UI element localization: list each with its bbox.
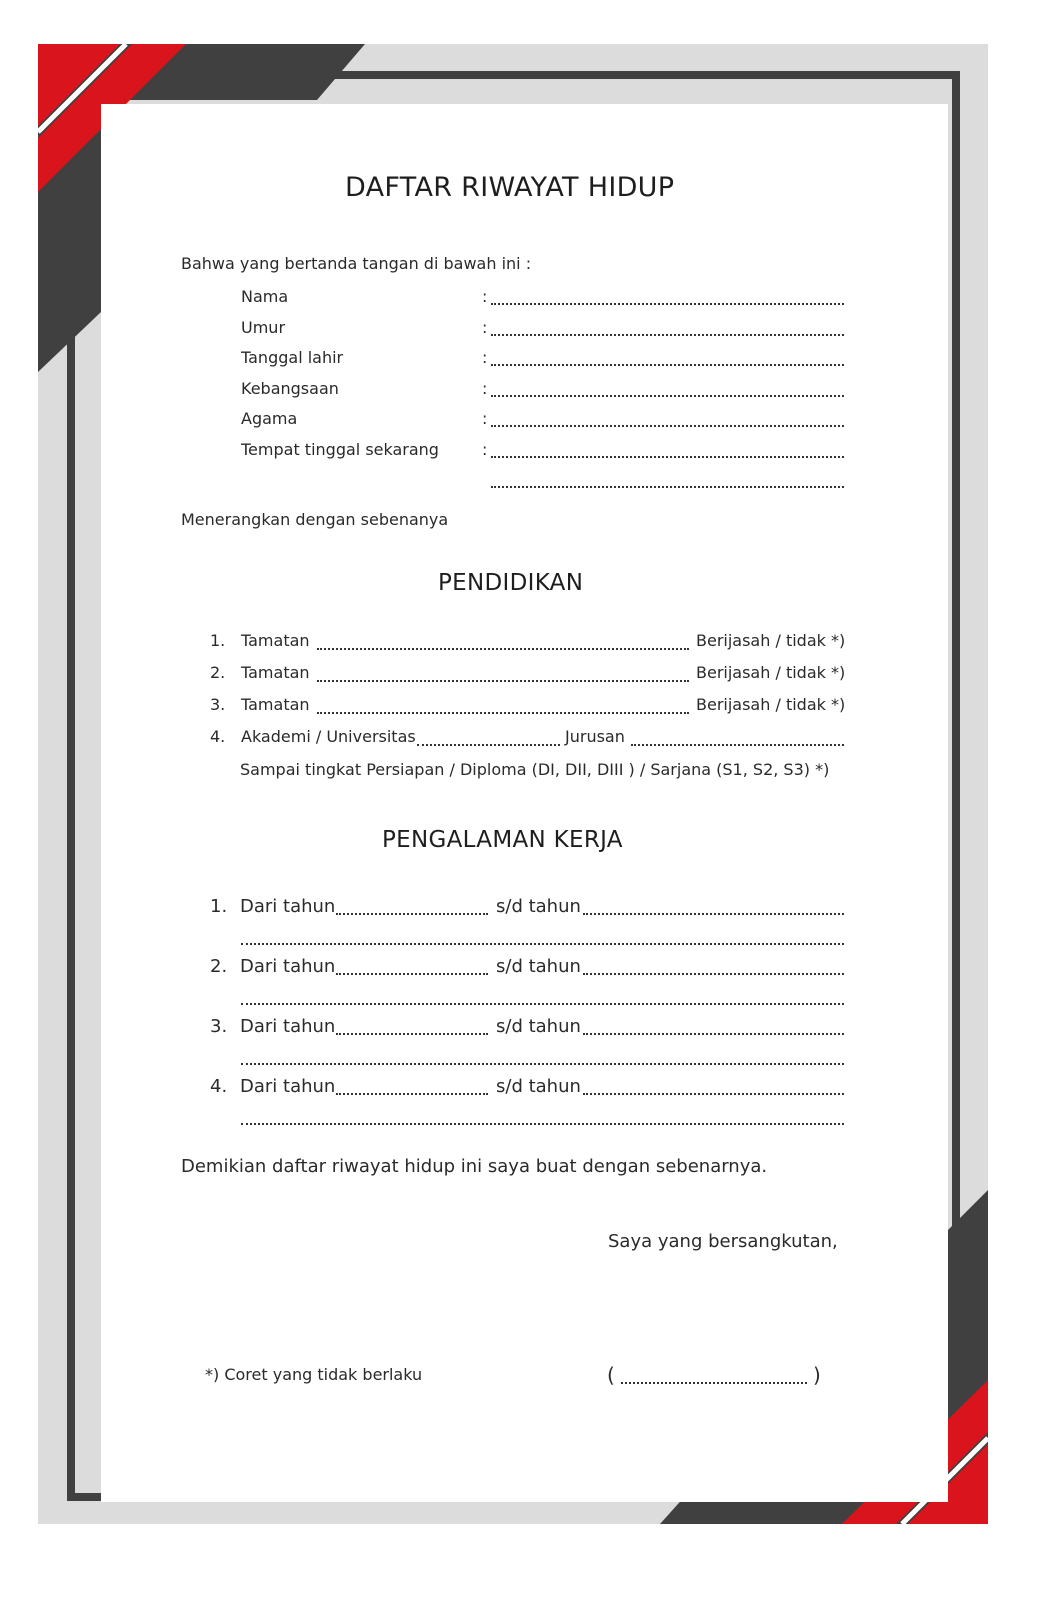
- work-from-label: Dari tahun: [240, 956, 336, 977]
- university-label: Akademi / Universitas: [241, 727, 416, 746]
- field-label-nama: Nama: [241, 287, 289, 306]
- field-label-kebangsaan: Kebangsaan: [241, 379, 339, 398]
- work-item-num: 3.: [210, 1016, 228, 1037]
- work-from-label: Dari tahun: [240, 896, 336, 917]
- education-item-num: 4.: [210, 727, 226, 746]
- education-item-label: Tamatan: [241, 663, 310, 682]
- education-item-line[interactable]: [317, 648, 689, 650]
- education-item-num: 2.: [210, 663, 226, 682]
- education-item-num: 3.: [210, 695, 226, 714]
- work-to-line[interactable]: [583, 913, 844, 915]
- work-to-label: s/d tahun: [496, 956, 581, 977]
- field-line-tanggal-lahir[interactable]: [491, 364, 844, 366]
- field-label-tanggal-lahir: Tanggal lahir: [241, 348, 344, 367]
- education-item-num: 1.: [210, 631, 226, 650]
- work-from-line[interactable]: [336, 1093, 488, 1095]
- work-item-num: 1.: [210, 896, 228, 917]
- signature-name-line[interactable]: [621, 1382, 807, 1384]
- work-detail-line[interactable]: [241, 1063, 844, 1065]
- signature-open-paren: (: [607, 1363, 615, 1387]
- education-item-suffix: Berijasah / tidak *): [696, 695, 846, 714]
- field-line-tempat-tinggal-2[interactable]: [491, 486, 844, 488]
- signature-close-paren: ): [813, 1363, 821, 1387]
- field-colon: :: [482, 287, 488, 306]
- intro-text: Bahwa yang bertanda tangan di bawah ini :: [181, 254, 532, 273]
- education-item-suffix: Berijasah / tidak *): [696, 631, 846, 650]
- work-to-line[interactable]: [583, 1033, 844, 1035]
- statement-text: Menerangkan dengan sebenanya: [181, 510, 449, 529]
- field-colon: :: [482, 318, 488, 337]
- field-line-nama[interactable]: [491, 303, 844, 305]
- work-from-line[interactable]: [336, 973, 488, 975]
- field-line-tempat-tinggal[interactable]: [491, 456, 844, 458]
- field-line-umur[interactable]: [491, 334, 844, 336]
- work-heading: PENGALAMAN KERJA: [382, 827, 623, 853]
- field-label-agama: Agama: [241, 409, 298, 428]
- major-line[interactable]: [631, 744, 844, 746]
- field-colon: :: [482, 409, 488, 428]
- field-line-agama[interactable]: [491, 425, 844, 427]
- work-to-label: s/d tahun: [496, 896, 581, 917]
- major-label: Jurusan: [565, 727, 625, 746]
- field-label-umur: Umur: [241, 318, 286, 337]
- work-from-label: Dari tahun: [240, 1016, 336, 1037]
- work-from-line[interactable]: [336, 913, 488, 915]
- education-item-suffix: Berijasah / tidak *): [696, 663, 846, 682]
- work-from-line[interactable]: [336, 1033, 488, 1035]
- footnote: *) Coret yang tidak berlaku: [205, 1365, 423, 1384]
- page-title: DAFTAR RIWAYAT HIDUP: [345, 172, 675, 203]
- work-to-label: s/d tahun: [496, 1076, 581, 1097]
- education-item-label: Tamatan: [241, 695, 310, 714]
- field-colon: :: [482, 440, 488, 459]
- work-to-line[interactable]: [583, 1093, 844, 1095]
- paper-sheet: [101, 104, 948, 1502]
- signature-label: Saya yang bersangkutan,: [608, 1231, 838, 1252]
- work-detail-line[interactable]: [241, 1123, 844, 1125]
- education-heading: PENDIDIKAN: [438, 570, 584, 596]
- education-note: Sampai tingkat Persiapan / Diploma (DI, DII, DIII ) / Sarjana (S1, S2, S3) *): [240, 760, 830, 779]
- education-item-label: Tamatan: [241, 631, 310, 650]
- work-detail-line[interactable]: [241, 1003, 844, 1005]
- work-to-label: s/d tahun: [496, 1016, 581, 1037]
- work-to-line[interactable]: [583, 973, 844, 975]
- field-line-kebangsaan[interactable]: [491, 395, 844, 397]
- education-item-line[interactable]: [317, 712, 689, 714]
- closing-text: Demikian daftar riwayat hidup ini saya buat dengan sebenarnya.: [181, 1156, 768, 1177]
- work-item-num: 4.: [210, 1076, 228, 1097]
- education-item-line[interactable]: [317, 680, 689, 682]
- field-colon: :: [482, 348, 488, 367]
- university-line[interactable]: [417, 744, 560, 746]
- work-detail-line[interactable]: [241, 943, 844, 945]
- field-label-tempat-tinggal: Tempat tinggal sekarang: [241, 440, 439, 459]
- field-colon: :: [482, 379, 488, 398]
- work-from-label: Dari tahun: [240, 1076, 336, 1097]
- work-item-num: 2.: [210, 956, 228, 977]
